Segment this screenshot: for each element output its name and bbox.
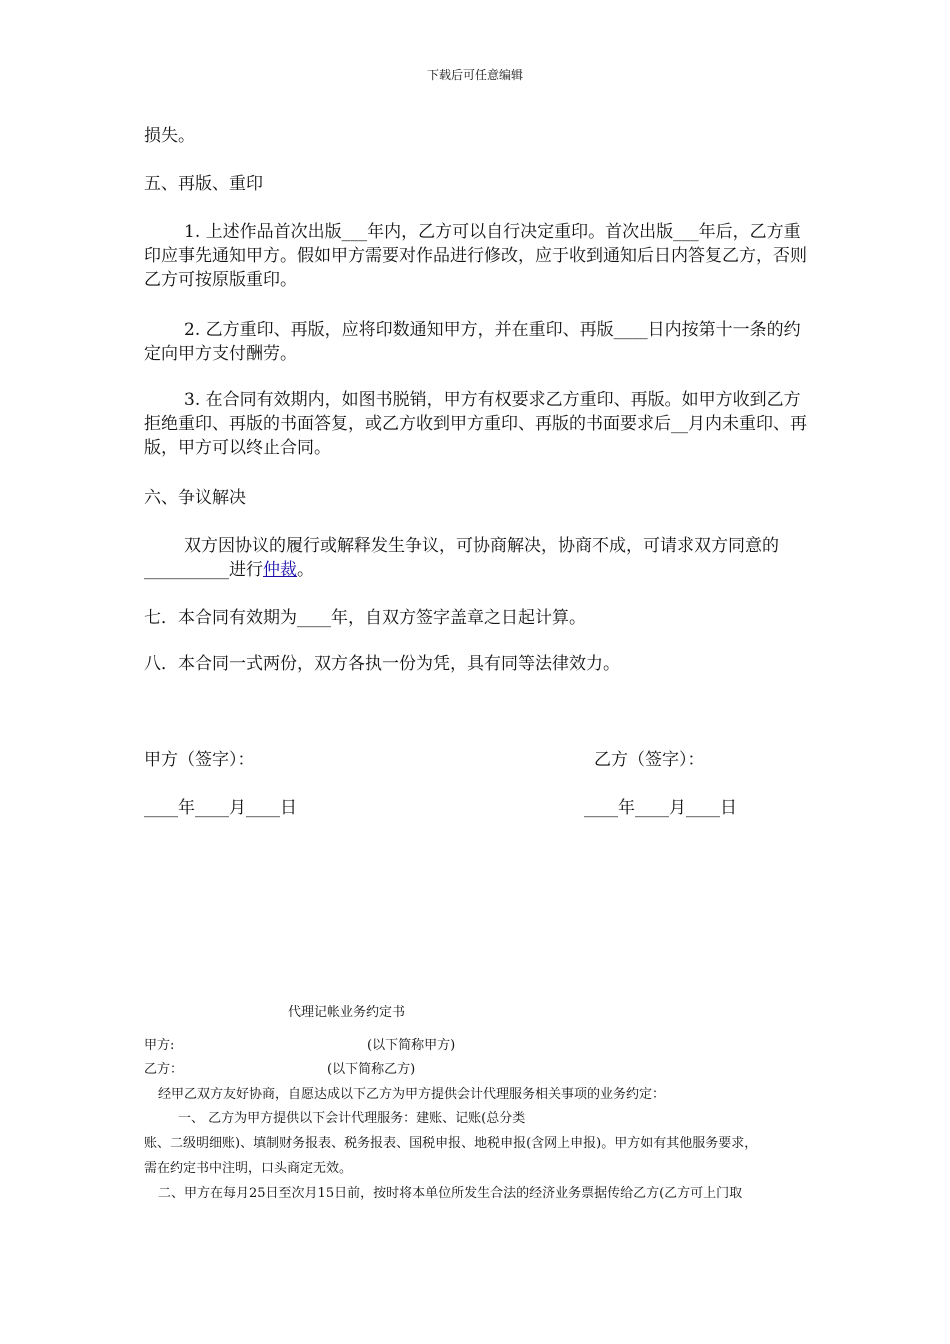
- clause-dispute: [144, 534, 814, 582]
- clause-copies: 八．本合同一式两份，双方各执一份为凭，具有同等法律效力。: [144, 654, 620, 674]
- clause-5-3: 3. 在合同有效期内，如图书脱销，甲方有权要求乙方重印、再版。如甲方收到乙方拒绝重印、再版的书面答复，或乙方收到甲方重印、再版的书面要求后__月内未重印、再版，甲方可以终止合同。: [144, 390, 807, 458]
- heading-reprint: 五、再版、重印: [144, 174, 263, 194]
- clause-5-1: 1. 上述作品首次出版___年内，乙方可以自行决定重印。首次出版___年后，乙方重印应事先通知甲方。假如甲方需要对作品进行修改，应于收到通知后日内答复乙方，否则乙方可按原版重印。: [144, 222, 807, 290]
- party-b-note: (以下简称乙方): [327, 1062, 416, 1077]
- item-1-line-3: 需在约定书中注明，口头商定无效。: [144, 1161, 353, 1176]
- date-party-a: ____年____月____日: [144, 798, 297, 818]
- party-b-label: 乙方：: [144, 1062, 184, 1077]
- signature-party-a: 甲方（签字）：: [144, 750, 255, 770]
- signature-party-b: 乙方（签字）：: [594, 750, 705, 770]
- clause-validity: 七．本合同有效期为____年，自双方签字盖章之日起计算。: [144, 608, 586, 628]
- party-a-label: 甲方:: [144, 1038, 175, 1053]
- page-header: 下载后可任意编辑: [426, 68, 523, 82]
- item-1-line-1: 一、 乙方为甲方提供以下会计代理服务：建账、记账(总分类: [178, 1111, 526, 1126]
- heading-dispute: 六、争议解决: [144, 488, 246, 508]
- agreement-title: 代理记帐业务约定书: [288, 1005, 406, 1020]
- clause-5-2: 2. 乙方重印、再版，应将印数通知甲方，并在重印、再版____日内按第十一条的约定向甲方支付酬劳。: [144, 320, 801, 364]
- party-a-note: (以下简称甲方): [367, 1038, 456, 1053]
- agreement-intro: 经甲乙双方友好协商，自愿达成以下乙方为甲方提供会计代理服务相关事项的业务约定：: [158, 1087, 666, 1102]
- item-2-line-1: 二、甲方在每月25日至次月15日前，按时将本单位所发生合法的经济业务票据传给乙方(乙方可上门取: [158, 1186, 743, 1201]
- date-party-b: ____年____月____日: [584, 798, 737, 818]
- arbitration-link[interactable]: 仲裁: [263, 560, 297, 580]
- clause-dispute-end: 。: [297, 560, 314, 580]
- paragraph-loss: 损失。: [144, 126, 195, 146]
- clause-dispute-text: 双方因协议的履行或解释发生争议，可协商解决，协商不成，可请求双方同意的__________进行: [144, 536, 779, 580]
- item-1-line-2: 账、二级明细账)、填制财务报表、税务报表、国税申报、地税申报(含网上申报)。甲方如有其他服务要求，: [144, 1136, 758, 1151]
